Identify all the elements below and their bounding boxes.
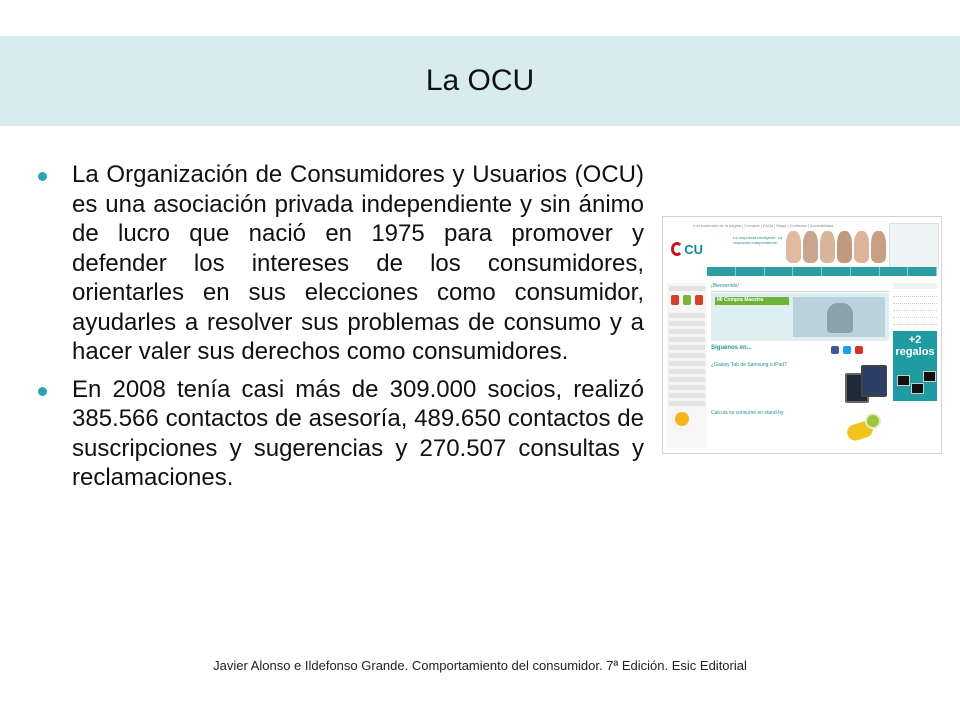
regalos-text: +2 regalos: [895, 334, 935, 358]
bullet-item-2008-stats: [38, 375, 644, 493]
follow-label: Síguenos en...: [711, 345, 752, 351]
website-center-column: [711, 283, 889, 451]
website-follow-row: [711, 345, 889, 359]
regalos-promo: [893, 331, 937, 401]
bullet-text: La Organización de Consumidores y Usuarios (OCU) es una asociación privada independiente y sin ánimo de lucro que nació en 1975 para promover y defender los intereses de los consumidores, orientarles en sus elecciones como consumidor, ayudarles a resolver sus problemas de consumo y a hacer valer sus derechos como consumidores.: [72, 161, 644, 365]
article-2-title: Calcula su consumo en stand-by: [711, 410, 784, 416]
facebook-icon: [831, 346, 839, 354]
ocu-website-screenshot: [662, 216, 942, 454]
youtube-icon: [855, 346, 863, 354]
ocu-logo-ring-icon: [671, 242, 683, 256]
monitor-icon: [911, 383, 924, 394]
monitor-icon: [897, 375, 910, 386]
website-tagline: La respuesta inteligente. La respuesta independiente.: [733, 235, 783, 245]
ocu-logo: [671, 237, 703, 261]
slide-title: La OCU: [425, 64, 535, 97]
promo-photo: [793, 297, 885, 337]
website-right-column: [893, 283, 937, 451]
power-standby-image: [845, 411, 883, 445]
website-login-box: [889, 223, 939, 269]
tablet-image: [843, 365, 885, 401]
website-article-2: [711, 411, 837, 416]
website-nav-bar: [707, 267, 937, 276]
twitter-icon: [843, 346, 851, 354]
bullet-text: En 2008 tenía casi más de 309.000 socios, realizó 385.566 contactos de asesoría, 489.650 contactos de suscripciones y sugerencias y 270.507 consultas y reclamaciones.: [72, 375, 644, 491]
promo-title: Mi Compra Maestra: [715, 297, 789, 305]
website-header-faces-photo: [785, 231, 887, 263]
article-1-title: ¿Galaxy Tab de Samsung o iPad?: [711, 362, 787, 368]
website-left-column: [667, 283, 707, 448]
bullet-list: [38, 160, 644, 501]
website-promo-box: [711, 293, 889, 341]
bullet-item-ocu-description: [38, 160, 644, 367]
title-band: [0, 36, 960, 126]
website-welcome-banner: ¡Bienvenido!: [711, 283, 889, 292]
website-top-links: Ir al contenido de la página | Comprar | FAQs | Mapa | Contactar | Accesibilidad: [693, 223, 834, 228]
monitor-icon: [923, 371, 936, 382]
website-article-1: [711, 363, 837, 368]
bullet-icon: [38, 387, 47, 396]
ocu-logo-text: CU: [684, 241, 703, 257]
slide-footer-citation: Javier Alonso e Ildefonso Grande. Comportamiento del consumidor. 7ª Edición. Esic Editorial: [213, 658, 747, 673]
bullet-icon: [38, 172, 47, 181]
sun-badge-icon: [675, 412, 689, 426]
